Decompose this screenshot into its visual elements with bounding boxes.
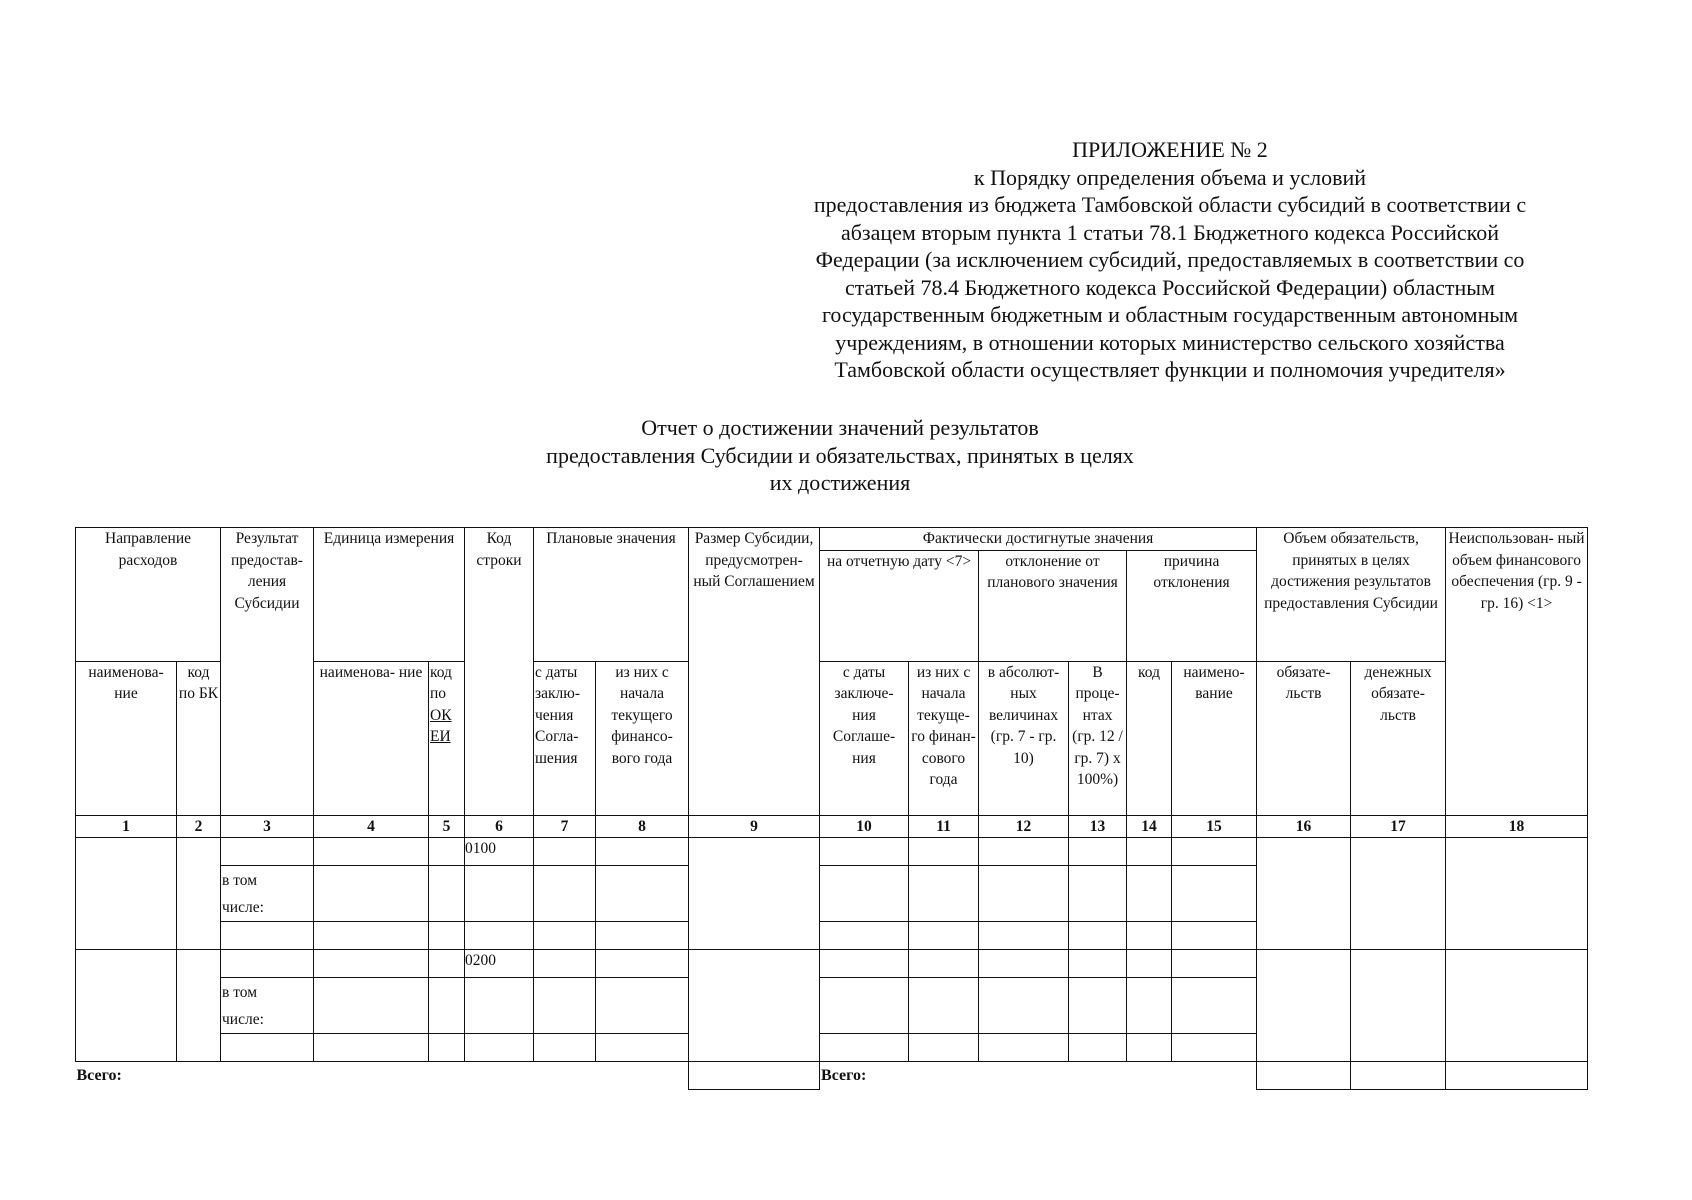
column-number: 11 xyxy=(909,815,979,838)
cell-reason-code[interactable] xyxy=(1127,838,1172,866)
cell-dev-percent[interactable] xyxy=(1069,978,1127,1034)
appendix-header xyxy=(770,136,1570,384)
appendix-line: статьей 78.4 Бюджетного кодекса Российской Федерации) областным xyxy=(845,274,1495,300)
header-unit-name: наименова- ние xyxy=(314,661,429,815)
cell-dev-absolute[interactable] xyxy=(979,866,1069,922)
cell-planned-agreement[interactable] xyxy=(534,950,596,978)
total-label: Всего: xyxy=(821,1067,867,1084)
column-number: 4 xyxy=(314,815,429,838)
report-table xyxy=(75,527,1588,1090)
cell-dev-percent[interactable] xyxy=(1069,866,1127,922)
header-actual: Фактически достигнутые значения xyxy=(820,528,1257,551)
row-code: 0100 xyxy=(465,838,534,866)
totals-row xyxy=(76,1062,1588,1090)
cell-expense-name[interactable] xyxy=(76,950,177,1062)
cell-actual-year[interactable] xyxy=(909,866,979,922)
cell-dev-absolute[interactable] xyxy=(979,838,1069,866)
okei-prefix: код по xyxy=(430,663,452,702)
cell-subsidy-size[interactable] xyxy=(689,838,820,950)
cell-actual-agreement[interactable] xyxy=(820,978,909,1034)
cell-reason-code[interactable] xyxy=(1127,866,1172,922)
row-code: 0200 xyxy=(465,950,534,978)
header-bk-code: код по БК xyxy=(177,661,221,815)
okei-link[interactable]: ОК ЕИ xyxy=(430,706,452,745)
appendix-line: ПРИЛОЖЕНИЕ № 2 xyxy=(1072,137,1268,162)
column-number: 9 xyxy=(689,815,820,838)
header-name: наименова- ние xyxy=(76,661,177,815)
column-number: 6 xyxy=(465,815,534,838)
header-unit: Единица измерения xyxy=(314,528,465,662)
column-number: 18 xyxy=(1446,815,1588,838)
cell-dev-absolute[interactable] xyxy=(979,922,1069,950)
column-number: 3 xyxy=(221,815,314,838)
cell-unused[interactable] xyxy=(1446,838,1588,950)
including-line: числе: xyxy=(222,1010,264,1028)
cell-unit-name[interactable] xyxy=(314,1034,429,1062)
column-number: 15 xyxy=(1172,815,1257,838)
header-dev-absolute: в абсолют- ных величинах (гр. 7 - гр. 10) xyxy=(979,661,1069,815)
cell-oblig-monetary[interactable] xyxy=(1351,950,1446,1062)
header-okei-code xyxy=(429,661,465,815)
cell-line-code[interactable] xyxy=(465,978,534,1034)
header-actual-from-year: из них с начала текуще- го финан- сового года xyxy=(909,661,979,815)
cell-reason-name[interactable] xyxy=(1172,978,1257,1034)
column-number: 10 xyxy=(820,815,909,838)
header-reason-name: наимено- вание xyxy=(1172,661,1257,815)
cell-planned-year[interactable] xyxy=(596,950,689,978)
including-line: числе: xyxy=(222,898,264,916)
cell-actual-agreement[interactable] xyxy=(820,950,909,978)
cell-expense-name[interactable] xyxy=(76,838,177,950)
appendix-line: к Порядку определения объема и условий xyxy=(973,164,1367,190)
cell-unused[interactable] xyxy=(1446,950,1588,1062)
cell-planned-year[interactable] xyxy=(596,838,689,866)
cell-actual-agreement[interactable] xyxy=(820,838,909,866)
cell-okei-code[interactable] xyxy=(429,866,465,922)
header-dev-percent: В проце- нтах (гр. 12 / гр. 7) x 100%) xyxy=(1069,661,1127,815)
cell-oblig-obligations[interactable] xyxy=(1257,950,1351,1062)
cell-actual-agreement[interactable] xyxy=(820,866,909,922)
cell-result[interactable] xyxy=(221,838,314,866)
cell-reason-code[interactable] xyxy=(1127,1034,1172,1062)
cell-oblig-monetary[interactable] xyxy=(1351,838,1446,950)
appendix-line: Тамбовской области осуществляет функции и полномочия учредителя» xyxy=(834,357,1506,382)
header-reason-code: код xyxy=(1127,661,1172,815)
total-label: Всего: xyxy=(76,1067,122,1084)
header-obligations: Объем обязательств, принятых в целях достижения результатов предоставления Субсидии xyxy=(1257,528,1446,662)
cell-unit-name[interactable] xyxy=(314,838,429,866)
cell-actual-year[interactable] xyxy=(909,922,979,950)
cell-bk-code[interactable] xyxy=(177,838,221,950)
header-planned-from-agreement: с даты заклю- чения Согла- шения xyxy=(534,661,596,815)
including-line: в том xyxy=(222,871,258,889)
column-number: 5 xyxy=(429,815,465,838)
cell-result[interactable] xyxy=(221,1034,314,1062)
report-title-line: их достижения xyxy=(769,470,911,495)
cell-actual-agreement[interactable] xyxy=(820,1034,909,1062)
cell-unit-name[interactable] xyxy=(314,866,429,922)
cell-planned-year[interactable] xyxy=(596,978,689,1034)
column-number: 7 xyxy=(534,815,596,838)
cell-actual-year[interactable] xyxy=(909,1034,979,1062)
cell-planned-year[interactable] xyxy=(596,866,689,922)
cell-reason-name[interactable] xyxy=(1172,838,1257,866)
column-number: 8 xyxy=(596,815,689,838)
cell-planned-agreement[interactable] xyxy=(534,866,596,922)
cell-okei-code[interactable] xyxy=(429,978,465,1034)
cell-unit-name[interactable] xyxy=(314,950,429,978)
cell-subsidy-size[interactable] xyxy=(689,950,820,1062)
table-row xyxy=(76,838,1588,866)
cell-reason-code[interactable] xyxy=(1127,978,1172,1034)
header-deviation-reason: причина отклонения xyxy=(1127,550,1257,661)
header-result: Результат предостав- ления Субсидии xyxy=(221,528,314,816)
cell-line-code[interactable] xyxy=(465,866,534,922)
including-line: в том xyxy=(222,983,258,1001)
total-unused[interactable] xyxy=(1446,1062,1588,1090)
cell-dev-percent[interactable] xyxy=(1069,1034,1127,1062)
header-planned: Плановые значения xyxy=(534,528,689,662)
cell-bk-code[interactable] xyxy=(177,950,221,1062)
column-number: 13 xyxy=(1069,815,1127,838)
cell-okei-code[interactable] xyxy=(429,950,465,978)
cell-planned-year[interactable] xyxy=(596,922,689,950)
cell-reason-name[interactable] xyxy=(1172,866,1257,922)
appendix-line: предоставления из бюджета Тамбовской области субсидий в соответствии с xyxy=(813,192,1527,217)
header-unused: Неиспользован- ный объем финансового обеспечения (гр. 9 - гр. 16) <1> xyxy=(1446,528,1588,816)
appendix-line: Федерации (за исключением субсидий, предоставляемых в соответствии со xyxy=(815,247,1525,272)
report-title-line: Отчет о достижении значений результатов xyxy=(641,415,1039,440)
header-deviation: отклонение от планового значения xyxy=(979,550,1127,661)
header-row xyxy=(76,528,1588,551)
header-line-code: Код строки xyxy=(465,528,534,816)
cell-reason-code[interactable] xyxy=(1127,922,1172,950)
cell-result[interactable] xyxy=(221,922,314,950)
total-subsidy-size[interactable] xyxy=(689,1062,820,1090)
cell-actual-year[interactable] xyxy=(909,950,979,978)
appendix-line: абзацем вторым пункта 1 статьи 78.1 Бюджетного кодекса Российской xyxy=(840,219,1500,245)
including-label xyxy=(221,866,314,922)
column-number: 14 xyxy=(1127,815,1172,838)
report-title-line: предоставления Субсидии и обязательствах, принятых в целях xyxy=(546,442,1134,468)
cell-reason-code[interactable] xyxy=(1127,950,1172,978)
cell-actual-year[interactable] xyxy=(909,838,979,866)
total-oblig-monetary[interactable] xyxy=(1351,1062,1446,1090)
cell-planned-agreement[interactable] xyxy=(534,978,596,1034)
header-oblig-obligations: обязате- льств xyxy=(1257,661,1351,815)
total-oblig-obligations[interactable] xyxy=(1257,1062,1351,1090)
header-oblig-monetary: денежных обязате- льств xyxy=(1351,661,1446,815)
cell-planned-year[interactable] xyxy=(596,1034,689,1062)
header-at-report-date: на отчетную дату <7> xyxy=(820,550,979,661)
cell-actual-agreement[interactable] xyxy=(820,922,909,950)
cell-dev-absolute[interactable] xyxy=(979,978,1069,1034)
cell-dev-absolute[interactable] xyxy=(979,1034,1069,1062)
cell-okei-code[interactable] xyxy=(429,1034,465,1062)
header-subsidy-size: Размер Субсидии, предусмотрен- ный Соглашением xyxy=(689,528,820,816)
appendix-line: государственным бюджетным и областным государственным автономным xyxy=(821,302,1519,327)
column-number-row xyxy=(76,815,1588,838)
cell-okei-code[interactable] xyxy=(429,838,465,866)
cell-dev-percent[interactable] xyxy=(1069,950,1127,978)
cell-planned-agreement[interactable] xyxy=(534,922,596,950)
header-expense-direction: Направление расходов xyxy=(76,528,221,662)
cell-oblig-obligations[interactable] xyxy=(1257,838,1351,950)
cell-okei-code[interactable] xyxy=(429,922,465,950)
cell-dev-percent[interactable] xyxy=(1069,838,1127,866)
cell-reason-name[interactable] xyxy=(1172,922,1257,950)
cell-reason-name[interactable] xyxy=(1172,950,1257,978)
column-number: 16 xyxy=(1257,815,1351,838)
report-title xyxy=(440,414,1240,497)
header-planned-from-year: из них с начала текущего финансо- вого года xyxy=(596,661,689,815)
cell-reason-name[interactable] xyxy=(1172,1034,1257,1062)
column-number: 2 xyxy=(177,815,221,838)
column-number: 1 xyxy=(76,815,177,838)
column-number: 17 xyxy=(1351,815,1446,838)
cell-actual-year[interactable] xyxy=(909,978,979,1034)
cell-line-code[interactable] xyxy=(465,922,534,950)
appendix-line: учреждениям, в отношении которых министерство сельского хозяйства xyxy=(835,329,1505,355)
cell-line-code[interactable] xyxy=(465,1034,534,1062)
cell-dev-absolute[interactable] xyxy=(979,950,1069,978)
cell-unit-name[interactable] xyxy=(314,922,429,950)
cell-result[interactable] xyxy=(221,950,314,978)
table-row xyxy=(76,950,1588,978)
cell-unit-name[interactable] xyxy=(314,978,429,1034)
header-actual-from-agreement: с даты заключе- ния Соглаше- ния xyxy=(820,661,909,815)
including-label xyxy=(221,978,314,1034)
column-number: 12 xyxy=(979,815,1069,838)
cell-dev-percent[interactable] xyxy=(1069,922,1127,950)
cell-planned-agreement[interactable] xyxy=(534,1034,596,1062)
cell-planned-agreement[interactable] xyxy=(534,838,596,866)
